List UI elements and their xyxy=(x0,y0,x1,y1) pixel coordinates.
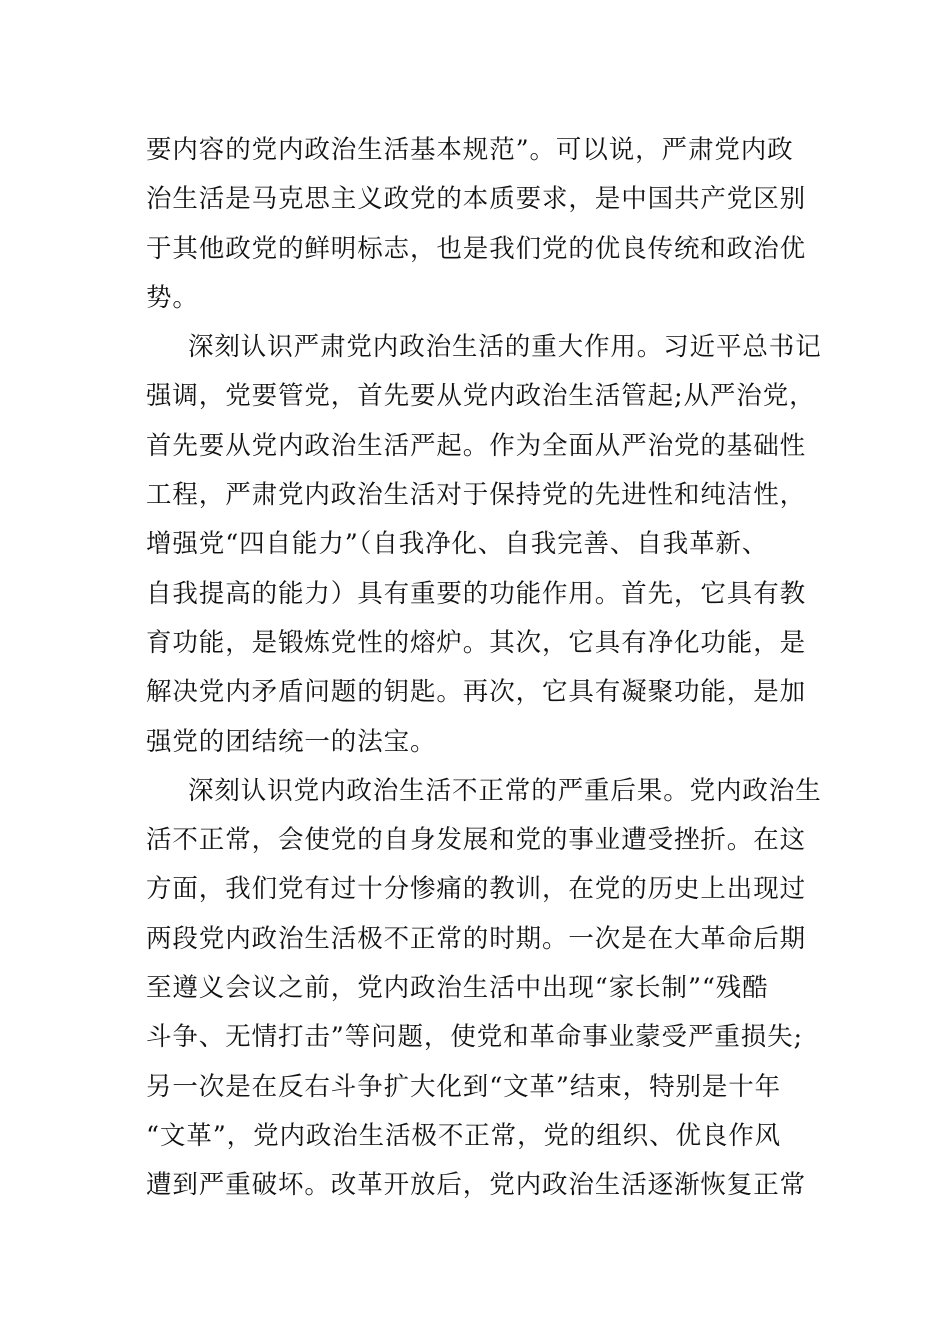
text-line: 增强党“四自能力”（自我净化、自我完善、自我革新、 xyxy=(146,529,769,560)
text-line: 至遵义会议之前，党内政治生活中出现“家长制”“残酷 xyxy=(146,973,769,1004)
text-line: 工程，严肃党内政治生活对于保持党的先进性和纯洁性， xyxy=(146,480,807,511)
text-line: 方面，我们党有过十分惨痛的教训，在党的历史上出现过 xyxy=(146,874,807,905)
text-line: 深刻认识党内政治生活不正常的严重后果。党内政治生 xyxy=(188,775,822,806)
text-line: 遭到严重破坏。改革开放后，党内政治生活逐渐恢复正常 xyxy=(146,1170,807,1201)
document-body xyxy=(146,126,822,1211)
text-line: 要内容的党内政治生活基本规范”。可以说，严肃党内政 xyxy=(146,135,794,165)
paragraph-3 xyxy=(146,767,822,1211)
text-line: 势。 xyxy=(146,282,199,313)
paragraph-2 xyxy=(146,323,822,767)
text-line: 斗争、无情打击”等问题，使党和革命事业蒙受严重损失; xyxy=(146,1022,804,1053)
text-line: 解决党内矛盾问题的钥匙。再次，它具有凝聚功能，是加 xyxy=(146,677,807,708)
text-line: 强党的团结统一的法宝。 xyxy=(146,726,437,757)
paragraph-1 xyxy=(146,126,810,323)
text-line: 活不正常，会使党的自身发展和党的事业遭受挫折。在这 xyxy=(146,825,807,856)
text-line: 另一次是在反右斗争扩大化到“文革”结束，特别是十年 xyxy=(146,1071,782,1102)
text-line: 强调，党要管党，首先要从党内政治生活管起;从严治党， xyxy=(146,381,816,412)
text-line: 治生活是马克思主义政党的本质要求，是中国共产党区别 xyxy=(146,184,807,215)
text-line: “文革”，党内政治生活极不正常，党的组织、优良作风 xyxy=(146,1120,782,1151)
text-line: 于其他政党的鲜明标志，也是我们党的优良传统和政治优 xyxy=(146,233,807,264)
text-line: 育功能，是锻炼党性的熔炉。其次，它具有净化功能，是 xyxy=(146,627,807,658)
text-line: 两段党内政治生活极不正常的时期。一次是在大革命后期 xyxy=(146,923,807,954)
text-line: 自我提高的能力）具有重要的功能作用。首先，它具有教 xyxy=(146,578,807,609)
text-line: 首先要从党内政治生活严起。作为全面从严治党的基础性 xyxy=(146,430,807,461)
text-line: 深刻认识严肃党内政治生活的重大作用。习近平总书记 xyxy=(188,332,822,363)
